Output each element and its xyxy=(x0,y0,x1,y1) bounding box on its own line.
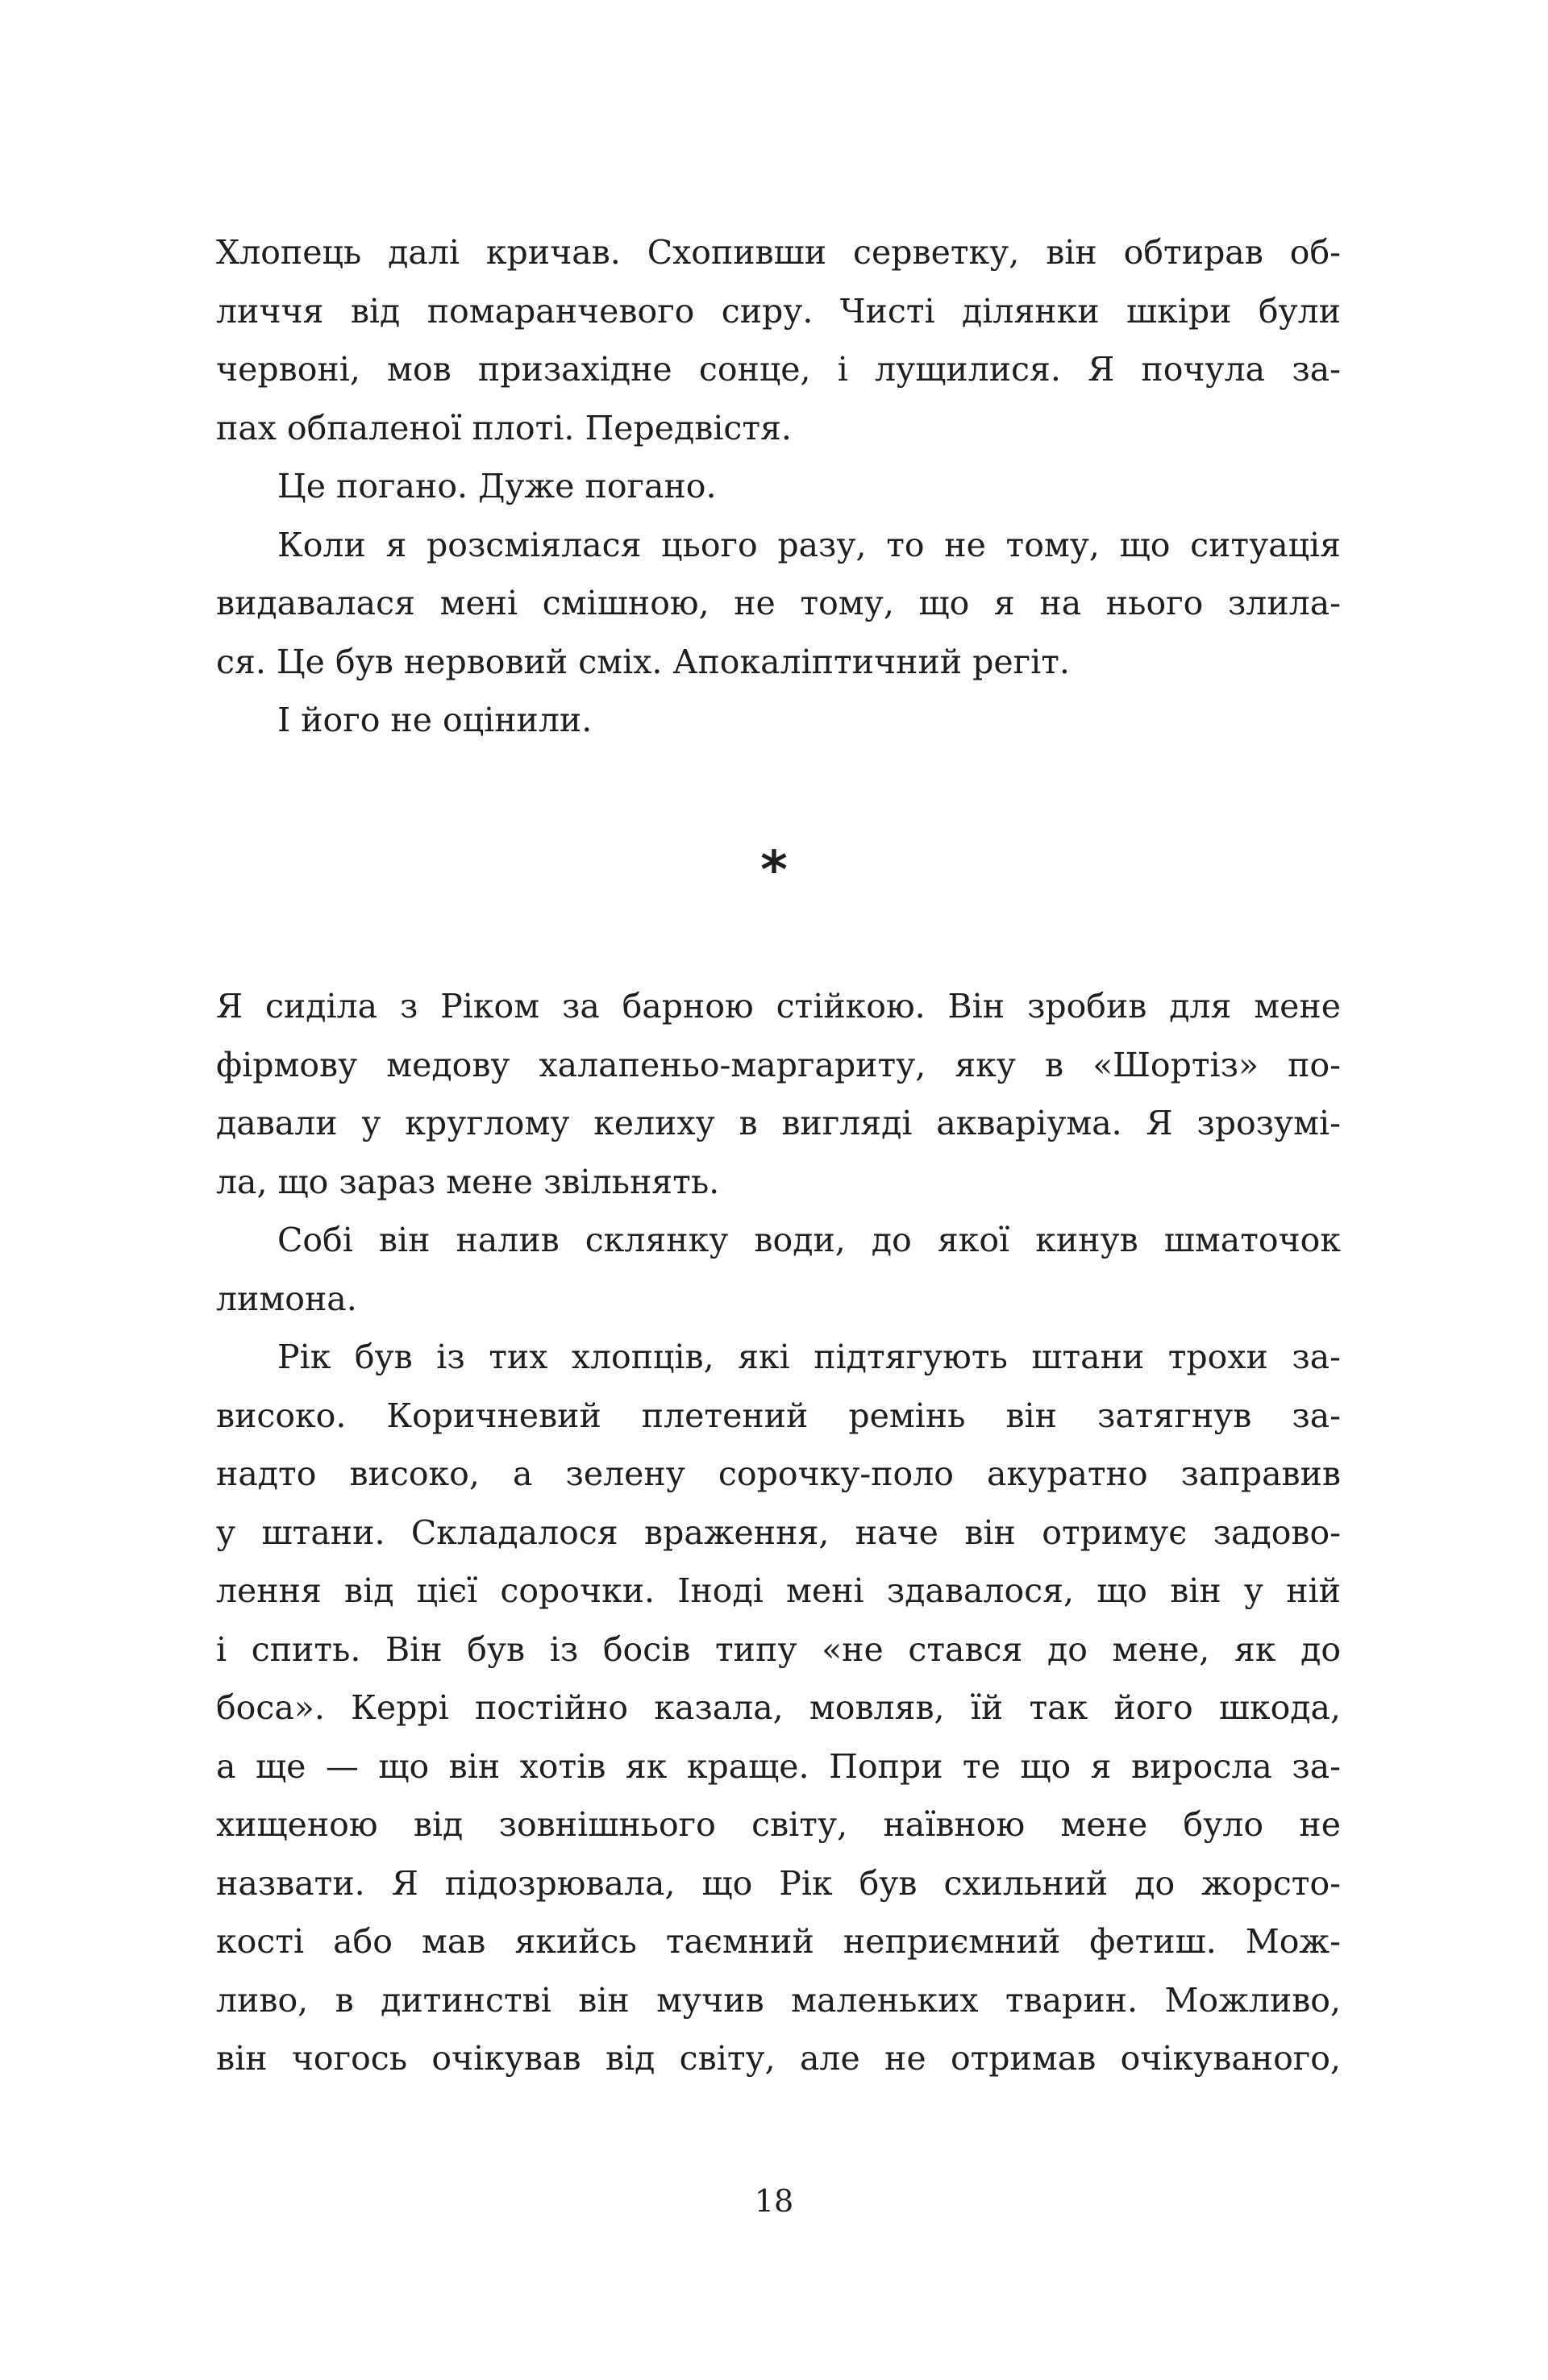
text-section-1 xyxy=(216,223,1341,750)
text-line: у штани. Складалося враження, наче він отримує задово- xyxy=(216,1512,1341,1552)
text-line: а ще — що він хотів як краще. Попри те що я виросла за- xyxy=(216,1746,1341,1786)
text-line: назвати. Я підозрювала, що Рік був схильний до жорсто- xyxy=(216,1863,1341,1903)
text-line: Рік був із тих хлопців, які підтягують штани трохи за- xyxy=(277,1338,1341,1376)
text-line: Коли я розсміялася цього разу, то не тому, що ситуація xyxy=(277,525,1341,564)
text-line: давали у круглому келиху в вигляді акваріума. Я зрозумі- xyxy=(216,1104,1341,1142)
text-line: високо. Коричневий плетений ремінь він затягнув за- xyxy=(216,1396,1341,1435)
page-number: 18 xyxy=(754,2183,794,2219)
text-line: личчя від помаранчевого сиру. Чисті ділянки шкіри були xyxy=(216,291,1341,331)
text-line: Хлопець далі кричав. Схопивши серветку, він обтирав об- xyxy=(216,233,1341,272)
text-line: лення від цієї сорочки. Іноді мені здавалося, що він у ній xyxy=(216,1571,1341,1610)
text-line: лимона. xyxy=(216,1279,357,1318)
text-section-2 xyxy=(216,977,1341,2088)
text-line: і спить. Він був із босів типу «не стався до мене, як до xyxy=(216,1629,1341,1669)
text-line: ливо, в дитинстві він мучив маленьких тварин. Можливо, xyxy=(216,1980,1341,2020)
text-line: червоні, мов призахідне сонце, і лущилися. Я почула за- xyxy=(216,350,1341,389)
text-line: хищеною від зовнішнього світу, наївною мене було не xyxy=(216,1805,1341,1844)
text-line: пах обпаленої плоті. Передвістя. xyxy=(216,408,792,447)
text-line: боса». Керрі постійно казала, мовляв, їй так його шкода, xyxy=(216,1688,1341,1727)
text-line: Собі він налив склянку води, до якої кинув шматочок xyxy=(277,1221,1341,1259)
text-line: він чогось очікував від світу, але не отримав очікуваного, xyxy=(216,2039,1341,2078)
text-line: І його не оцінили. xyxy=(277,701,593,739)
text-line: кості або мав якийсь таємний неприємний фетиш. Мож- xyxy=(216,1922,1341,1961)
text-line: ся. Це був нервовий сміх. Апокаліптичний регіт. xyxy=(216,642,1070,681)
text-line: фірмову медову халапеньо-маргариту, яку в «Шортіз» по- xyxy=(216,1045,1341,1084)
section-separator-asterisk: * xyxy=(760,841,788,901)
text-line: видавалася мені смішною, не тому, що я на нього злила- xyxy=(216,584,1341,622)
text-line: Це погано. Дуже погано. xyxy=(277,467,717,506)
text-line: Я сиділа з Ріком за барною стійкою. Він зробив для мене xyxy=(216,987,1341,1026)
text-line: ла, що зараз мене звільнять. xyxy=(216,1162,720,1201)
text-line: надто високо, а зелену сорочку-поло акуратно заправив xyxy=(216,1454,1341,1493)
